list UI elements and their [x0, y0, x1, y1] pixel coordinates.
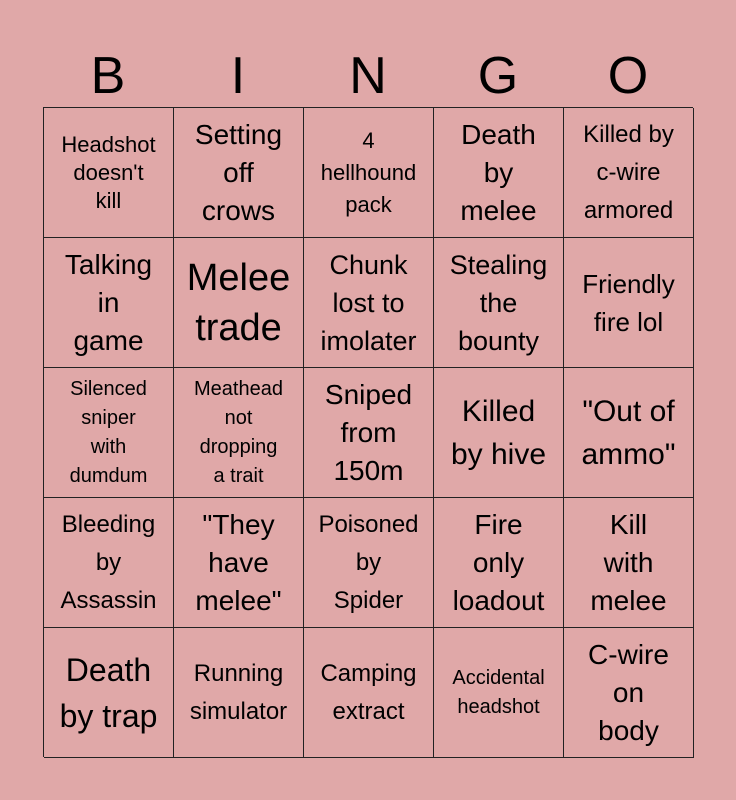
cell-text: Accidental headshot — [452, 666, 545, 718]
cell-text: Sniped from 150m — [324, 378, 413, 486]
header-letter-n: N — [349, 47, 387, 105]
header-letter-i: I — [230, 47, 246, 105]
bingo-cell[interactable] — [434, 628, 564, 758]
bingo-cell[interactable] — [564, 108, 694, 238]
cell-text: Talking in game — [64, 248, 153, 356]
cell-text: Death by trap — [59, 651, 158, 734]
bingo-header — [43, 48, 693, 104]
bingo-cell[interactable] — [174, 628, 304, 758]
cell-text: Stealing the bounty — [449, 249, 548, 356]
bingo-cell[interactable] — [564, 628, 694, 758]
cell-text: Running simulator — [189, 659, 288, 725]
cell-text: Bleeding by Assassin — [60, 510, 157, 614]
cell-text: 4 hellhound pack — [320, 127, 417, 217]
cell-text: "Out of ammo" — [581, 394, 676, 471]
bingo-cell[interactable] — [434, 368, 564, 498]
bingo-cell[interactable] — [174, 238, 304, 368]
bingo-board — [43, 107, 693, 757]
bingo-cell[interactable] — [304, 368, 434, 498]
cell-text: Friendly fire lol — [582, 268, 675, 337]
bingo-cell[interactable] — [434, 498, 564, 628]
bingo-cell[interactable] — [564, 498, 694, 628]
cell-text: Melee trade — [186, 256, 291, 349]
cell-text: Poisoned by Spider — [318, 510, 419, 614]
cell-text: C-wire on body — [588, 638, 669, 746]
bingo-cell[interactable] — [174, 368, 304, 498]
header-letter-b: B — [90, 47, 126, 105]
bingo-cell[interactable] — [434, 238, 564, 368]
bingo-cell[interactable] — [174, 108, 304, 238]
cell-text: "They have melee" — [195, 508, 282, 616]
header-letter-o: O — [607, 47, 649, 105]
cell-text: Kill with melee — [590, 508, 667, 616]
bingo-cell[interactable] — [44, 498, 174, 628]
cell-text: Killed by c-wire armored — [583, 120, 674, 224]
bingo-cell[interactable] — [44, 628, 174, 758]
bingo-cell[interactable] — [304, 238, 434, 368]
cell-text: Killed by hive — [450, 394, 547, 471]
bingo-cell[interactable] — [304, 108, 434, 238]
bingo-cell[interactable] — [434, 108, 564, 238]
cell-text: Camping extract — [320, 659, 417, 725]
cell-text: Fire only loadout — [452, 508, 545, 616]
cell-text: Headshot doesn't kill — [61, 131, 156, 213]
bingo-cell[interactable] — [304, 628, 434, 758]
bingo-cell[interactable] — [564, 368, 694, 498]
cell-text: Setting off crows — [194, 118, 283, 226]
bingo-cell[interactable] — [564, 238, 694, 368]
cell-text: Silenced sniper with dumdum — [69, 377, 148, 487]
bingo-cell[interactable] — [44, 368, 174, 498]
cell-text: Meathead not dropping a trait — [194, 377, 283, 487]
bingo-cell[interactable] — [174, 498, 304, 628]
header-letter-g: G — [477, 47, 519, 105]
bingo-cell[interactable] — [44, 238, 174, 368]
cell-text: Chunk lost to imolater — [320, 249, 417, 356]
cell-text: Death by melee — [460, 118, 537, 226]
bingo-cell[interactable] — [304, 498, 434, 628]
bingo-cell[interactable] — [44, 108, 174, 238]
